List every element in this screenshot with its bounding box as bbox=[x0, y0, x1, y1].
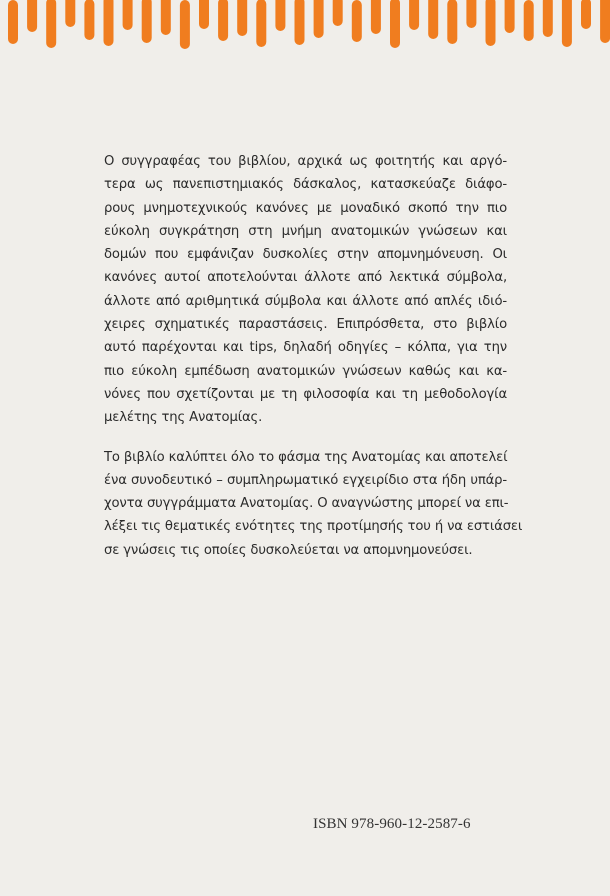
orange-dash bbox=[161, 0, 171, 35]
orange-dash bbox=[466, 0, 476, 28]
orange-dash bbox=[27, 0, 37, 32]
orange-dash bbox=[199, 0, 209, 29]
text-line: νόνες που σχετίζονται με τη φιλοσοφία και τη μεθοδολογία bbox=[104, 386, 507, 402]
orange-dash bbox=[409, 0, 419, 30]
orange-dash-marks bbox=[8, 0, 610, 49]
orange-dash bbox=[8, 0, 18, 44]
orange-dash bbox=[142, 0, 152, 43]
back-cover-blurb bbox=[104, 150, 523, 562]
text-line: αυτό παρέχονται και tips, δηλαδή οδηγίες – κόλπα, για την bbox=[104, 340, 507, 356]
text-line: κανόνες αυτοί αποτελούνται άλλοτε από λεκτικά σύμβολα, bbox=[104, 270, 507, 286]
text-line: σε γνώσεις τις οποίες δυσκολεύεται να απομνημονεύσει. bbox=[104, 542, 473, 558]
orange-dash bbox=[371, 0, 381, 34]
orange-dash bbox=[275, 0, 285, 31]
orange-dash bbox=[524, 0, 534, 41]
orange-dash bbox=[390, 0, 400, 48]
text-line: ένα συνοδευτικό – συμπληρωματικό εγχειρίδιο στα ήδη υπάρ- bbox=[104, 472, 507, 488]
text-line: εύκολη συγκράτηση στη μνήμη ανατομικών γνώσεων και bbox=[104, 223, 507, 239]
text-line: χειρες σχηματικές παραστάσεις. Επιπρόσθετα, στο βιβλίο bbox=[104, 317, 507, 333]
text-line: μελέτης της Ανατομίας. bbox=[104, 410, 263, 426]
orange-dash bbox=[352, 0, 362, 42]
orange-dash bbox=[218, 0, 228, 41]
text-line: τερα ως πανεπιστημιακός δάσκαλος, κατασκεύαζε διάφο- bbox=[104, 177, 507, 193]
paragraph-2 bbox=[104, 446, 523, 562]
isbn-number: ISBN 978-960-12-2587-6 bbox=[313, 816, 471, 832]
orange-dash-pattern bbox=[0, 0, 610, 56]
orange-dash bbox=[428, 0, 438, 39]
orange-dash bbox=[543, 0, 553, 37]
text-line: άλλοτε από αριθμητικά σύμβολα και άλλοτε από απλές ιδιό- bbox=[104, 293, 507, 309]
text-line: Το βιβλίο καλύπτει όλο το φάσμα της Ανατομίας και αποτελεί bbox=[104, 449, 508, 465]
paragraph-1 bbox=[104, 150, 507, 430]
orange-dash bbox=[562, 0, 572, 47]
orange-dash bbox=[256, 0, 266, 47]
orange-dash bbox=[581, 0, 591, 29]
orange-dash bbox=[46, 0, 56, 48]
text-line: πιο εύκολη εμπέδωση ανατομικών γνώσεων καθώς και κα- bbox=[104, 363, 507, 379]
orange-dash bbox=[486, 0, 496, 46]
orange-dash bbox=[180, 0, 190, 49]
orange-dash bbox=[447, 0, 457, 44]
text-line: δομών που εμφάνιζαν δυσκολίες στην απομνημόνευση. Οι bbox=[104, 247, 507, 263]
orange-dash bbox=[333, 0, 343, 26]
orange-dash bbox=[237, 0, 247, 36]
orange-dash bbox=[505, 0, 515, 33]
paragraph-gap bbox=[104, 430, 507, 446]
text-line: χοντα συγγράμματα Ανατομίας. Ο αναγνώστης μπορεί να επι- bbox=[104, 496, 509, 512]
orange-dash bbox=[84, 0, 94, 40]
orange-dash bbox=[600, 0, 610, 43]
orange-dash bbox=[123, 0, 133, 30]
text-line: Ο συγγραφέας του βιβλίου, αρχικά ως φοιτητής και αργό- bbox=[104, 154, 507, 169]
text-line: ρους μνημοτεχνικούς κανόνες με μοναδικό σκοπό την πιο bbox=[104, 200, 507, 216]
orange-dash bbox=[314, 0, 324, 38]
text-line: λέξει τις θεματικές ενότητες της προτίμησής του ή να εστιάσει bbox=[104, 519, 523, 535]
orange-dash bbox=[65, 0, 75, 27]
orange-dash bbox=[295, 0, 305, 45]
orange-dash bbox=[104, 0, 114, 46]
